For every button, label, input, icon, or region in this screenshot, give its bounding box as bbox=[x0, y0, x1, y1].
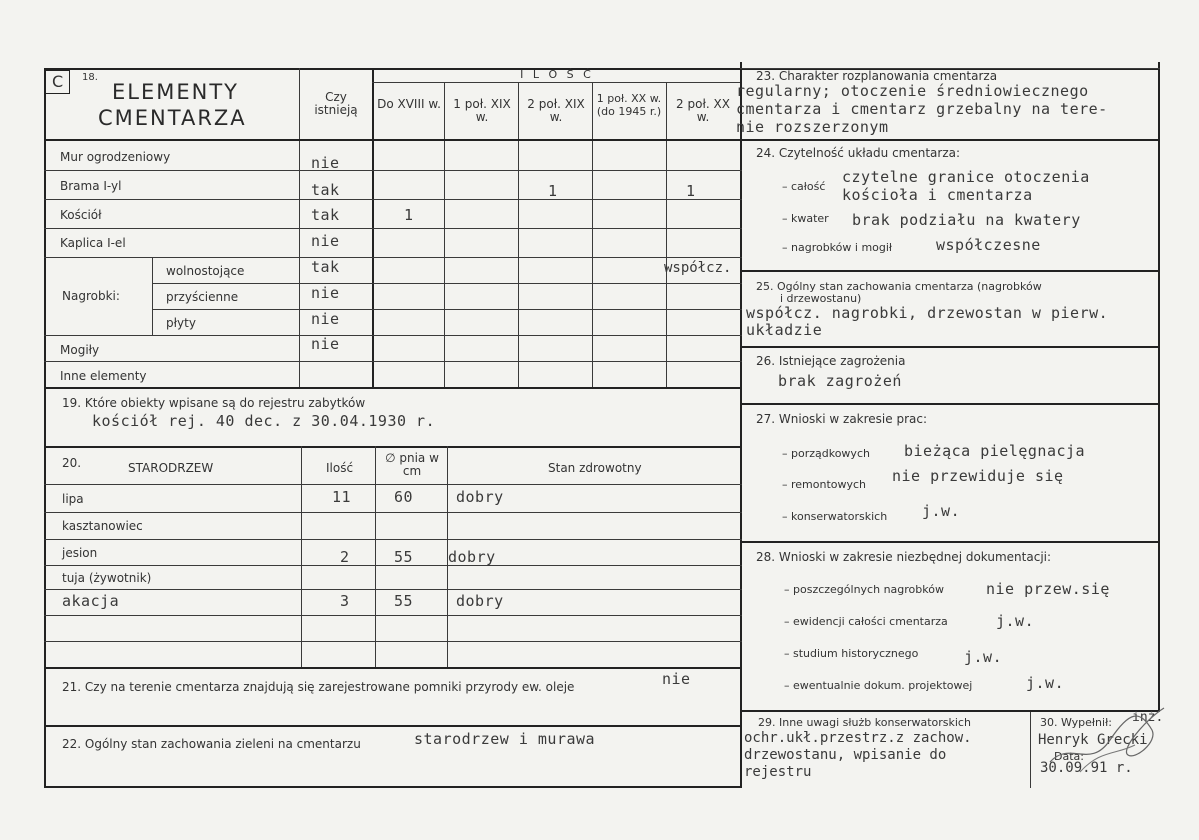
form-title-line2: CMENTARZA bbox=[98, 106, 247, 130]
field24-nagrobkow-value: współczesne bbox=[936, 236, 1041, 254]
field20-header: STARODRZEW bbox=[128, 461, 214, 475]
row-label-brama: Brama I-yl bbox=[60, 179, 122, 193]
f20-row-line-1 bbox=[44, 484, 742, 485]
tree-row-name: lipa bbox=[62, 492, 84, 506]
field24-calosc-value-2: kościoła i cmentarza bbox=[842, 186, 1033, 204]
field23-label: 23. Charakter rozplanowania cmentarza bbox=[756, 69, 998, 83]
tree-row-pnia: 60 bbox=[394, 488, 414, 506]
field25-value-2: układzie bbox=[746, 321, 823, 339]
field26-value: brak zagrożeń bbox=[778, 372, 902, 390]
f20-row-line-5 bbox=[44, 589, 742, 590]
tree-row-stan: dobry bbox=[448, 548, 496, 566]
row-line-8 bbox=[44, 361, 742, 362]
field28-studium-value: j.w. bbox=[964, 648, 1003, 666]
field28-ewidencji-value: j.w. bbox=[996, 612, 1035, 630]
field28-projektowej-value: j.w. bbox=[1026, 674, 1065, 692]
row-label-inne: Inne elementy bbox=[60, 369, 147, 383]
tree-row-ilosc: 2 bbox=[340, 548, 350, 566]
value-plyty-czy: nie bbox=[311, 310, 340, 328]
field24-calosc-value-1: czytelne granice otoczenia bbox=[842, 168, 1090, 186]
row-line-5 bbox=[152, 283, 742, 284]
row-label-mur: Mur ogrodzeniowy bbox=[60, 150, 171, 164]
tree-row-ilosc: 3 bbox=[340, 592, 350, 610]
field21-label: 21. Czy na terenie cmentarza znajdują się zarejestrowane pomniki przyrody ew. oleje bbox=[62, 680, 575, 694]
field26-bottom bbox=[740, 403, 1160, 405]
field21-top bbox=[44, 667, 742, 669]
value-kosciol-xviii: 1 bbox=[404, 206, 414, 224]
form-title-line1: ELEMENTY bbox=[112, 80, 239, 104]
col-line-3 bbox=[518, 82, 519, 388]
f20-row-line-4 bbox=[44, 565, 742, 566]
col-line-5 bbox=[666, 82, 667, 388]
col-header-1pol-xx: 1 poł. XX w. (do 1945 r.) bbox=[596, 92, 662, 118]
row-line-4 bbox=[44, 257, 742, 258]
row-line-7 bbox=[44, 335, 742, 336]
col-header-1pol-xix: 1 poł. XIX w. bbox=[453, 97, 511, 124]
value-przyscienne-czy: nie bbox=[311, 284, 340, 302]
frame-right bbox=[1158, 62, 1160, 712]
field25-label-1: 25. Ogólny stan zachowania cmentarza (nagrobków bbox=[756, 280, 1042, 293]
row-line-1 bbox=[44, 170, 742, 171]
tree-row-stan: dobry bbox=[456, 488, 504, 506]
field30-date-label: Data: bbox=[1054, 750, 1084, 763]
field27-label: 27. Wnioski w zakresie prac: bbox=[756, 412, 928, 426]
field29-label: 29. Inne uwagi służb konserwatorskich bbox=[758, 716, 971, 729]
col-line-2 bbox=[444, 82, 445, 388]
f20-row-line-3 bbox=[44, 539, 742, 540]
tree-row-pnia: 55 bbox=[394, 548, 414, 566]
field27-bottom bbox=[740, 541, 1160, 543]
field20-col-pnia: ∅ pnia w cm bbox=[385, 451, 439, 478]
field29-value-3: rejestru bbox=[744, 764, 812, 780]
field23-value-2: cmentarza i cmentarz grzebalny na tere- bbox=[736, 100, 1108, 118]
field24-bottom bbox=[740, 270, 1160, 272]
row-label-nagrobki: Nagrobki: bbox=[62, 289, 120, 303]
row-label-wolnostojace: wolnostojące bbox=[166, 264, 245, 278]
field20-col-ilosc: Ilość bbox=[326, 461, 354, 475]
row-line-2 bbox=[44, 199, 742, 200]
field23-value-3: nie rozszerzonym bbox=[736, 118, 889, 136]
field29-30-divider bbox=[1030, 712, 1031, 788]
field27-konserwatorskich-label: – konserwatorskich bbox=[782, 510, 888, 523]
value-brama-czy: tak bbox=[311, 181, 340, 199]
field19-value: kościół rej. 40 dec. z 30.04.1930 r. bbox=[92, 412, 436, 430]
field25-label-2: i drzewostanu) bbox=[780, 292, 862, 305]
field24-nagrobkow-label: – nagrobków i mogił bbox=[782, 241, 893, 254]
nagrobki-divider bbox=[152, 257, 153, 335]
frame-bottom bbox=[44, 786, 742, 788]
value-wolnostojace-czy: tak bbox=[311, 258, 340, 276]
col-header-xviii: Do XVIII w. bbox=[377, 97, 441, 111]
field29-value-1: ochr.ukł.przestrz.z zachow. bbox=[744, 730, 972, 746]
row-label-mogily: Mogiły bbox=[60, 343, 100, 357]
field29-value-2: drzewostanu, wpisanie do bbox=[744, 747, 947, 763]
field28-nagrobkow-value: nie przew.się bbox=[986, 580, 1110, 598]
value-wolnostojace-2polxx: współcz. bbox=[664, 260, 732, 276]
field27-porzadkowych-label: – porządkowych bbox=[782, 447, 870, 460]
col-header-2pol-xix: 2 poł. XIX w. bbox=[527, 97, 585, 124]
field25-bottom bbox=[740, 346, 1160, 348]
field28-label: 28. Wnioski w zakresie niezbędnej dokumentacji: bbox=[756, 550, 1052, 564]
header-bottom-line bbox=[44, 139, 742, 141]
field30-date: 30.09.91 r. bbox=[1040, 760, 1133, 776]
f20-col-line-1 bbox=[301, 446, 302, 668]
row-line-6 bbox=[152, 309, 742, 310]
value-mogily-czy: nie bbox=[311, 335, 340, 353]
field30-label: 30. Wypełnił: bbox=[1040, 716, 1112, 729]
col-line-4 bbox=[592, 82, 593, 388]
field21-value: nie bbox=[662, 670, 691, 688]
field19-label: 19. Które obiekty wpisane są do rejestru zabytków bbox=[62, 396, 366, 410]
field19-top bbox=[44, 387, 742, 389]
f20-row-line-7 bbox=[44, 641, 742, 642]
handwritten-signature bbox=[1040, 700, 1170, 780]
section-letter: C bbox=[52, 72, 64, 91]
field19-bottom bbox=[44, 446, 742, 448]
tree-row-name: akacja bbox=[62, 592, 120, 610]
ilosc-underline bbox=[372, 82, 740, 83]
field23-value-1: regularny; otoczenie średniowiecznego bbox=[736, 82, 1089, 100]
f20-row-line-2 bbox=[44, 512, 742, 513]
row-label-kosciol: Kościół bbox=[60, 208, 102, 222]
field27-remontowych-label: – remontowych bbox=[782, 478, 867, 491]
tree-row-name: tuja (żywotnik) bbox=[62, 571, 152, 585]
field30-title: inż. bbox=[1132, 710, 1164, 725]
value-brama-2polxix: 1 bbox=[548, 182, 558, 200]
field24-kwater-value: brak podziału na kwatery bbox=[852, 211, 1081, 229]
field28-studium-label: – studium historycznego bbox=[784, 647, 919, 660]
field24-label: 24. Czytelność układu cmentarza: bbox=[756, 146, 961, 160]
field23-bottom bbox=[740, 139, 1160, 141]
field-number-18: 18. bbox=[82, 72, 98, 83]
row-label-plyty: płyty bbox=[166, 316, 196, 330]
frame-left bbox=[44, 68, 46, 788]
field27-konserwatorskich-value: j.w. bbox=[922, 502, 961, 520]
field28-ewidencji-label: – ewidencji całości cmentarza bbox=[784, 615, 948, 628]
tree-row-name: jesion bbox=[62, 546, 98, 560]
col-header-2pol-xx: 2 poł. XX w. bbox=[676, 97, 730, 124]
col-header-czy: Czy istnieją bbox=[314, 90, 358, 117]
tree-row-name: kasztanowiec bbox=[62, 519, 143, 533]
field25-value-1: współcz. nagrobki, drzewostan w pierw. bbox=[746, 304, 1109, 322]
value-mur-czy: nie bbox=[311, 154, 340, 172]
col-header-ilosc: I L O Ś Ć bbox=[520, 68, 594, 81]
row-label-przyscienne: przyścienne bbox=[166, 290, 239, 304]
field28-nagrobkow-label: – poszczególnych nagrobków bbox=[784, 583, 944, 596]
field20-number: 20. bbox=[62, 456, 82, 470]
value-kosciol-czy: tak bbox=[311, 206, 340, 224]
field27-remontowych-value: nie przewiduje się bbox=[892, 467, 1064, 485]
field21-bottom bbox=[44, 725, 742, 727]
field24-kwater-label: – kwater bbox=[782, 212, 829, 225]
tree-row-ilosc: 11 bbox=[332, 488, 352, 506]
value-kaplica-czy: nie bbox=[311, 232, 340, 250]
value-brama-2polxx: 1 bbox=[686, 182, 696, 200]
field28-projektowej-label: – ewentualnie dokum. projektowej bbox=[784, 679, 973, 692]
field20-col-stan: Stan zdrowotny bbox=[548, 461, 642, 475]
field24-calosc-label: – całość bbox=[782, 180, 826, 193]
field22-value: starodrzew i murawa bbox=[414, 730, 596, 748]
tree-row-stan: dobry bbox=[456, 592, 504, 610]
field27-porzadkowych-value: bieżąca pielęgnacja bbox=[904, 442, 1086, 460]
row-label-kaplica: Kaplica I-el bbox=[60, 236, 126, 250]
f20-col-line-2 bbox=[375, 446, 376, 668]
row-line-3 bbox=[44, 228, 742, 229]
field26-label: 26. Istniejące zagrożenia bbox=[756, 354, 906, 368]
field22-label: 22. Ogólny stan zachowania zieleni na cmentarzu bbox=[62, 737, 361, 751]
field30-name: Henryk Grecki bbox=[1038, 732, 1148, 748]
f20-row-line-6 bbox=[44, 615, 742, 616]
tree-row-pnia: 55 bbox=[394, 592, 414, 610]
